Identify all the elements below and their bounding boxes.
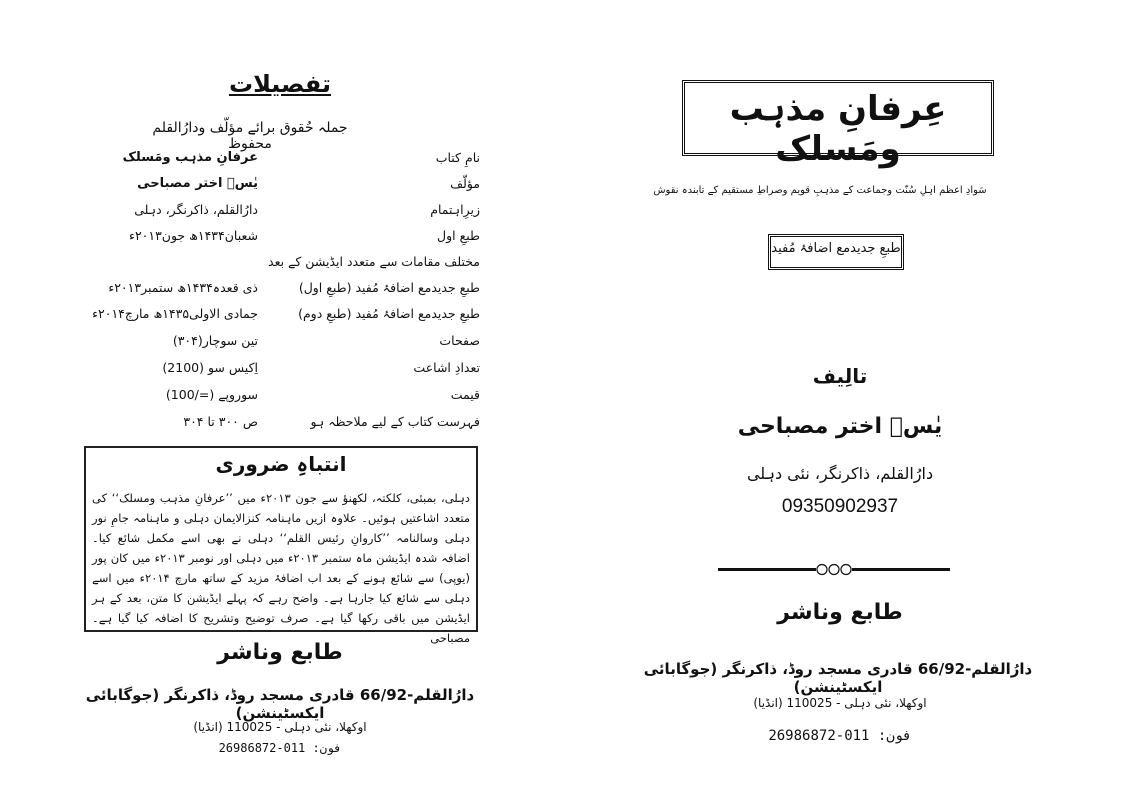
detail-label: طبعِ جدیدمع اضافۂ مُفید (طبعِ دوم)	[298, 306, 480, 321]
detail-label: زیرِاہتمام	[430, 202, 480, 217]
detail-row-print-count	[95, 360, 480, 382]
ornament-divider-icon	[718, 560, 950, 580]
notice-title: انتباہِ ضروری	[215, 452, 347, 476]
publisher-phone: فون: 011-26986872	[218, 741, 342, 755]
publisher-city: اوکھلا، نئی دہلی - 110025 (انڈیا)	[753, 696, 927, 710]
detail-row-author	[95, 176, 480, 198]
detail-label: فہرست کتاب کے لیے ملاحظہ ہو	[310, 414, 480, 429]
detail-label: مختلف مقامات سے متعدد ایڈیشن کے بعد	[268, 254, 480, 269]
detail-row-pages	[95, 333, 480, 355]
detail-label: طبعِ جدیدمع اضافۂ مُفید (طبعِ اول)	[298, 280, 480, 295]
edition-label: طبعِ جدیدمع اضافۂ مُفید	[771, 241, 901, 256]
detail-value: تین سوچار(۳۰۴)	[172, 333, 258, 348]
detail-row-new-edition-1	[95, 280, 480, 302]
details-title: تفصیلات	[228, 70, 332, 98]
detail-label: صفحات	[439, 333, 480, 348]
publisher-address: دارُالقلم-66/92 قادری مسجد روڈ، ذاکرنگر (جوگابائی ایکسٹینشن)	[85, 686, 475, 722]
detail-row-management	[95, 202, 480, 224]
detail-value: شعبان۱۴۳۴ھ جون۲۰۱۳ء	[129, 228, 258, 243]
publisher-phone: فون: 011-26986872	[768, 728, 912, 744]
detail-label: مؤلّف	[450, 176, 480, 191]
detail-row-price	[95, 387, 480, 409]
detail-value: دارُالقلم، ذاکرنگر، دہلی	[134, 202, 258, 217]
copyright-line: جملہ حُقوق برائے مؤلّف ودارُالقلم محفوظ	[152, 120, 348, 152]
detail-value: جمادی الاولی۱۴۳۵ھ مارچ۲۰۱۴ء	[92, 306, 258, 321]
detail-label: طبعِ اول	[437, 228, 480, 243]
publisher-address: دارُالقلم-66/92 قادری مسجد روڈ، ذاکرنگر (جوگابائی ایکسٹینشن)	[643, 660, 1033, 696]
compiled-label: تالِیف	[812, 364, 868, 388]
publisher-title: طابع وناشر	[217, 640, 343, 665]
detail-value: یٰسؔ اختر مصباحی	[137, 176, 258, 191]
publisher-city: اوکھلا، نئی دہلی - 110025 (انڈیا)	[193, 720, 367, 734]
publisher-title: طابع وناشر	[777, 600, 903, 625]
detail-row-new-edition-2	[92, 306, 480, 328]
detail-label: نامِ کتاب	[435, 150, 480, 165]
detail-value: سوروپے (=/100)	[165, 387, 258, 402]
author-name: یٰسؔ اختر مصباحی	[737, 414, 943, 439]
detail-value: ذی قعدہ۱۴۳۴ھ ستمبر۲۰۱۳ء	[108, 280, 258, 295]
author-address: دارُالقلم، ذاکرنگر، نئی دہلی	[746, 464, 934, 483]
detail-row-book-name	[95, 150, 480, 172]
detail-label: قیمت	[450, 387, 480, 402]
detail-value: عرفانِ مذہب ومَسلک	[122, 150, 258, 165]
detail-value: ص ۳۰۰ تا ۳۰۴	[183, 414, 258, 429]
detail-label: تعدادِ اشاعت	[413, 360, 480, 375]
notice-body: دہلی، بمبئی، کلکتہ، لکھنؤ سے جون ۲۰۱۳ء میں ’’عرفانِ مذہب ومسلک‘‘ کی متعدد اشاعتیں ہوئیں۔ علاوہ ازیں ماہنامہ کنزالایمان دہلی و ماہنامہ جامِ نور دہلی وسالنامہ ’’کاروانِ رئیس القلم‘‘ دہلی نے بھی اسے مکمل شائع کیا۔ اضافہ شدہ ایڈیشن ماہ ستمبر ۲۰۱۳ء میں دہلی اور نومبر ۲۰۱۳ء میں کان پور (یوپی) سے شائع ہونے کے بعد اب اضافۂ مزید کے ساتھ مارچ ۲۰۱۴ء میں اسے دہلی سے شائع کیا جارہا ہے۔ واضح رہے کہ پہلے ایڈیشن کا متن، بعد کے ہر ایڈیشن میں باقی رکھا گیا ہے۔ صرف توضیح وتشریح کا اضافہ کیا گیا ہے۔ مصباحی	[92, 491, 470, 645]
detail-row-contents	[95, 414, 480, 436]
detail-value: اِکیس سو (2100)	[162, 360, 258, 375]
author-phone: 09350902937	[781, 496, 899, 517]
detail-row-first-print	[95, 228, 480, 250]
book-subtitle: سَوادِ اعظم اہلِ سُنّت وجماعت کے مذہبِ قویم وصراطِ مستقیم کے تابندہ نقوش	[653, 185, 987, 196]
detail-row-multiple-editions	[95, 254, 480, 276]
book-title: عِرفانِ مذہب ومَسلک	[729, 89, 947, 169]
